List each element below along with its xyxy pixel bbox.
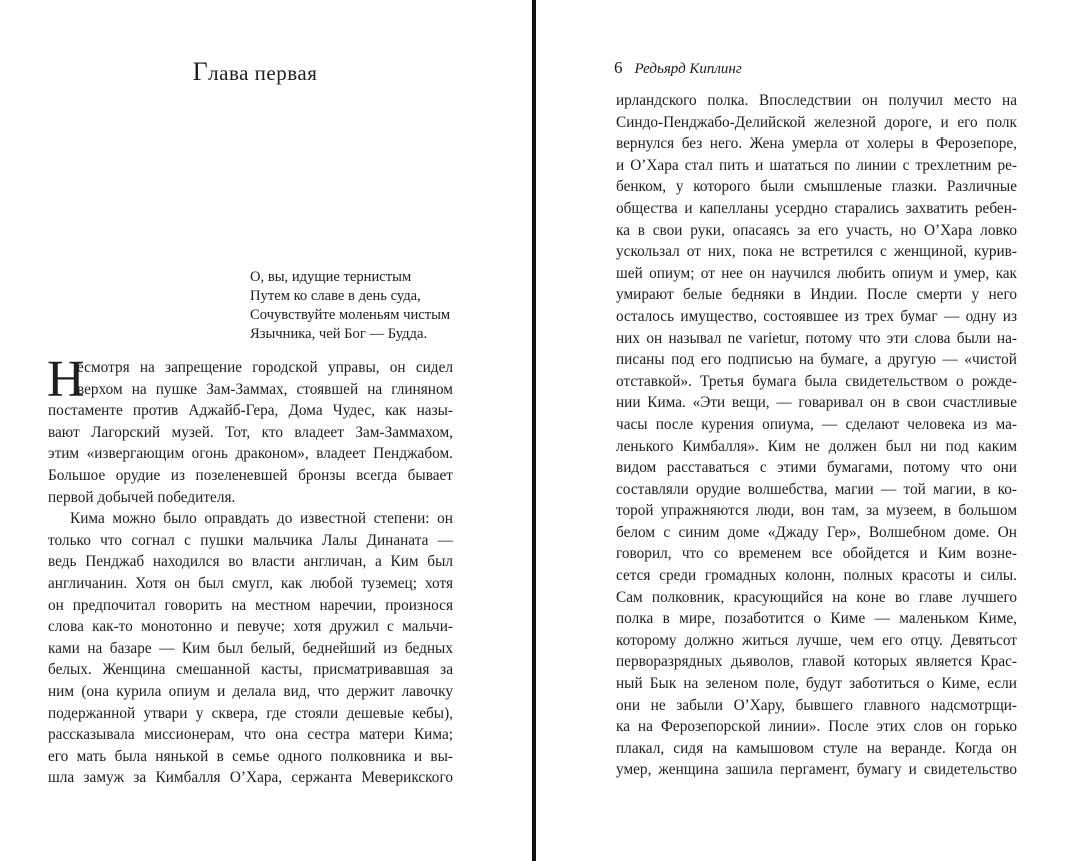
text-line: торой упражняются люди, вон там, за музеем, в большом xyxy=(616,502,1017,520)
text-line: полка в мире, позаботится о Киме — маленьком Киме, xyxy=(616,610,1017,628)
text-line: них он называл ne varietur, потому что эти слова были на- xyxy=(616,329,1017,347)
text-line: писаны под его подписью на бумаге, а другую — «чистой xyxy=(616,351,1017,369)
text-line: белых. Женщина смешанной касты, присматривавшая за xyxy=(48,661,453,679)
text-line: говорил, что со временем все обойдется и Ким возне- xyxy=(616,545,1017,563)
text-line: часы после курения опиума, — сделают человека из ма- xyxy=(616,415,1017,433)
right-body-text xyxy=(616,90,1017,781)
chapter-title xyxy=(0,57,510,87)
text-line: ками на базаре — Ким был белый, беднейший из бедных xyxy=(48,639,453,657)
epigraph-line: Путем ко славе в день суда, xyxy=(250,288,421,304)
text-line: ный Бык на зеленом поле, будут заботиться о Киме, если xyxy=(616,675,1017,693)
text-line: белом с синим доме «Джаду Гер», Волшебном доме. Он xyxy=(616,523,1017,541)
text-line: ведь Пенджаб находился во власти англичан, а Ким был xyxy=(48,553,453,571)
text-line: осталось имущество, состоявшее из трех бумаг — одну из xyxy=(616,307,1017,325)
text-line: ирландского полка. Впоследствии он получил место на xyxy=(616,92,1017,109)
text-line: шей опиум; от нее он научился любить опиум и умер, как xyxy=(616,264,1017,282)
text-line: верхом на пушке Зам-Заммах, стоявшей на глиняном xyxy=(77,380,453,398)
text-line: составляли орудие волшебства, магии — той магии, в ко- xyxy=(616,480,1017,498)
epigraph xyxy=(250,268,450,344)
text-line: вают Лагорский музей. Тот, кто владеет Зам-Заммахом, xyxy=(48,423,453,441)
text-line: перворазрядных дьяволов, главой которых является Крас- xyxy=(616,653,1017,671)
header-author: Редьярд Киплинг xyxy=(634,61,742,77)
right-page xyxy=(536,0,1070,861)
epigraph-line: О, вы, идущие тернистым xyxy=(250,269,412,285)
left-body-text xyxy=(47,351,453,789)
text-line: англичанин. Хотя он был смугл, как любой туземец; хотя xyxy=(48,574,453,592)
text-line: общества и капелланы усердно старались захватить ребен- xyxy=(616,199,1017,217)
text-line: плакал, сидя на камышовом стуле на веранде. Когда он xyxy=(616,739,1017,757)
chapter-title-rest: лава первая xyxy=(208,61,318,85)
text-line: Сам полковник, красующийся на коне во главе лучшего xyxy=(616,588,1017,606)
text-line: нии Кима. «Эти вещи, — говаривал он в свои счастливые xyxy=(616,394,1017,412)
text-line: ка в свои руки, опасаясь за его участь, но О’Хара ловко xyxy=(616,221,1017,239)
text-line: первой добычей победителя. xyxy=(48,488,236,506)
text-line: ускользал от них, пока не встретился с женщиной, курив- xyxy=(616,243,1017,261)
text-line: Кима можно было оправдать до известной степени: он xyxy=(70,510,453,528)
epigraph-line: Сочувствуйте моленьям чистым xyxy=(250,307,451,323)
text-line: умирают белые бедняки в Индии. После смерти у него xyxy=(616,286,1017,304)
text-line: постаменте против Аджайб-Гера, Дома Чудес, как назы- xyxy=(48,402,453,420)
text-line: они не забыли О’Хару, бывшего главного надсмотрщи- xyxy=(616,696,1017,714)
drop-cap: Н xyxy=(47,351,85,408)
running-header xyxy=(614,58,742,78)
text-line: ним (она курила опиум и делала вид, что держит лавочку xyxy=(48,682,453,700)
epigraph-line: Язычника, чей Бог — Будда. xyxy=(250,326,428,342)
text-line: вернулся без него. Жена умерла от холеры в Ферозепоре, xyxy=(616,135,1017,153)
text-line: Синдо-Пенджабо-Делийской железной дороге, и его полк xyxy=(616,113,1017,131)
left-page xyxy=(0,0,532,861)
text-line: только что согнал с пушки мальчика Лалы Динаната — xyxy=(48,531,453,549)
text-line: подержанной утвари у сквера, где стояли дешевые кебы), xyxy=(48,704,453,722)
text-line: шла замуж за Кимбалля О’Хара, сержанта Меверикского xyxy=(48,769,453,787)
text-line: сется среди громадных колонн, полных красоты и силы. xyxy=(616,567,1017,585)
text-line: рассказывала миссионерам, что она сестра матери Кима; xyxy=(48,726,453,744)
text-line: отставкой». Третья бумага была свидетельством о рожде- xyxy=(616,372,1017,390)
text-line: которому должно житься лучше, чем его отцу. Девятьсот xyxy=(616,631,1017,649)
text-line: и О’Хара стал пить и шататься по линии с трехлетним ре- xyxy=(616,156,1017,174)
page-number: 6 xyxy=(614,58,623,77)
text-line: Большое орудие из позеленевшей бронзы всегда бывает xyxy=(48,466,453,484)
chapter-title-cap: Г xyxy=(192,57,209,86)
text-line: умер, женщина зашила пергамент, бумагу и свидетельство xyxy=(616,761,1017,779)
text-line: его мать была нянькой в семье одного полковника и вы- xyxy=(48,747,453,765)
text-line: бенком, у которого были смышленые глазки. Различные xyxy=(616,178,1017,196)
text-line: этим «извергающим огонь драконом», владеет Пенджабом. xyxy=(48,445,453,463)
text-line: слова как-то монотонно и певуче; хотя дружил с мальчи- xyxy=(48,618,453,636)
text-line: он предпочитал говорить на местном наречии, произнося xyxy=(48,596,453,614)
text-line: ленького Кимбалля». Ким не должен был ни под каким xyxy=(616,437,1017,455)
text-line: видом расставаться с этими бумагами, потому что они xyxy=(616,459,1017,477)
text-line: ка на Ферозепорской линии». После этих слов он горько xyxy=(616,718,1017,736)
text-line: есмотря на запрещение городской управы, он сидел xyxy=(77,359,453,376)
